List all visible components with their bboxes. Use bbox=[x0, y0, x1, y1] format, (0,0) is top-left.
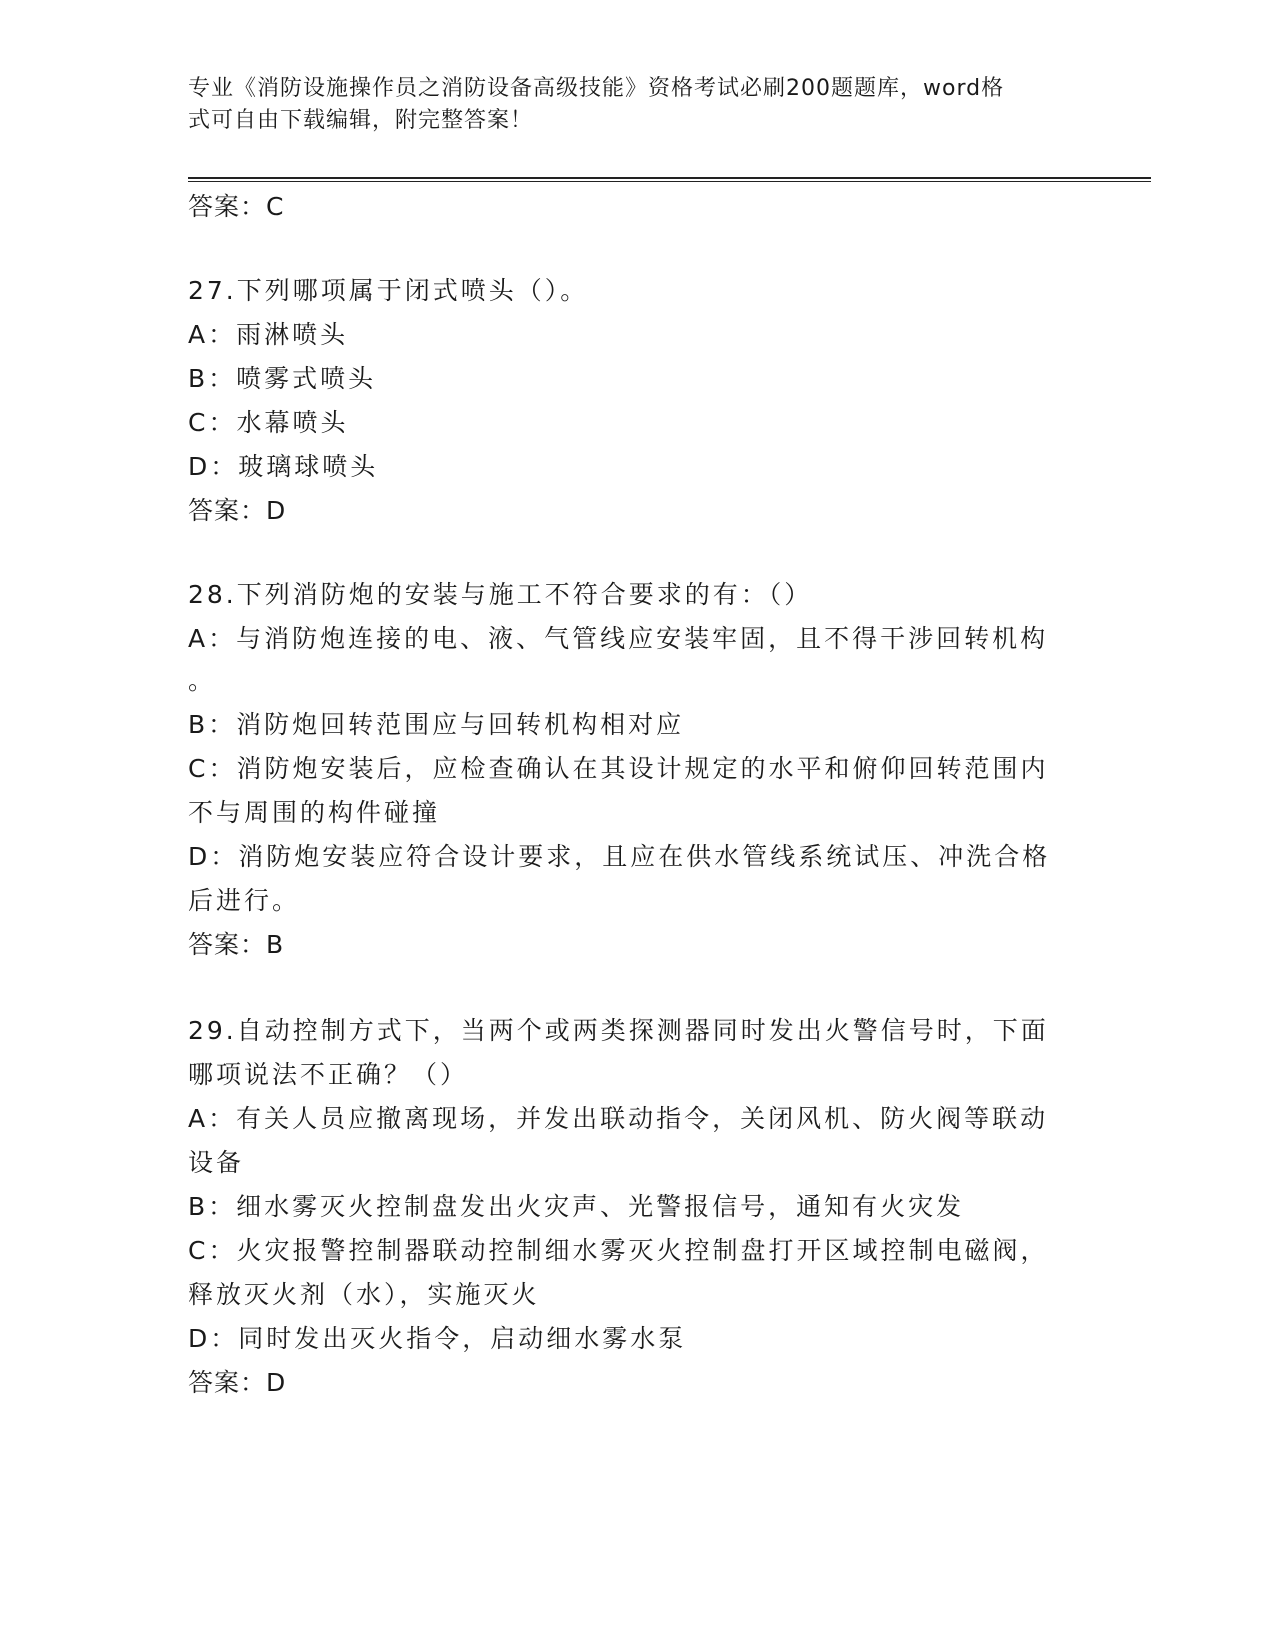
question-28-stem: 28.下列消防炮的安装与施工不符合要求的有：（） bbox=[188, 580, 813, 609]
question-29-answer: 答案：D bbox=[188, 1368, 287, 1397]
header-line-1: 专业《消防设施操作员之消防设备高级技能》资格考试必刷200题题库，word格 bbox=[188, 76, 1005, 101]
question-27-stem: 27.下列哪项属于闭式喷头（）。 bbox=[188, 276, 589, 305]
header-rule-thin bbox=[188, 181, 1151, 182]
question-28-option-c: C：消防炮安装后，应检查确认在其设计规定的水平和俯仰回转范围内 bbox=[188, 754, 1049, 783]
question-29-option-a: A：有关人员应撤离现场，并发出联动指令，关闭风机、防火阀等联动 bbox=[188, 1104, 1049, 1133]
question-27-option-d: D：玻璃球喷头 bbox=[188, 452, 379, 481]
question-27-option-b: B：喷雾式喷头 bbox=[188, 364, 377, 393]
previous-answer: 答案：C bbox=[188, 192, 285, 221]
question-28-option-c-cont: 不与周围的构件碰撞 bbox=[188, 798, 441, 827]
question-27-option-c: C：水幕喷头 bbox=[188, 408, 349, 437]
question-29-option-b: B：细水雾灭火控制盘发出火灾声、光警报信号，通知有火灾发 bbox=[188, 1192, 965, 1221]
header-line-2: 式可自由下载编辑，附完整答案！ bbox=[188, 108, 534, 133]
question-28-answer: 答案：B bbox=[188, 930, 285, 959]
question-29-stem-cont: 哪项说法不正确？（） bbox=[188, 1060, 469, 1089]
question-29-option-c-cont: 释放灭火剂（水），实施灭火 bbox=[188, 1280, 540, 1309]
document-header bbox=[188, 73, 1068, 137]
question-28-option-a: A：与消防炮连接的电、液、气管线应安装牢固，且不得干涉回转机构 bbox=[188, 624, 1049, 653]
question-28-option-a-cont: 。 bbox=[188, 666, 217, 695]
question-28-option-d-cont: 后进行。 bbox=[188, 886, 301, 915]
header-rule-thick bbox=[188, 177, 1151, 179]
question-29-option-d: D：同时发出灭火指令，启动细水雾水泵 bbox=[188, 1324, 687, 1353]
question-28-option-b: B：消防炮回转范围应与回转机构相对应 bbox=[188, 710, 685, 739]
question-27-answer: 答案：D bbox=[188, 496, 287, 525]
question-29-option-a-cont: 设备 bbox=[188, 1148, 245, 1177]
question-28-option-d: D：消防炮安装应符合设计要求，且应在供水管线系统试压、冲洗合格 bbox=[188, 842, 1051, 871]
question-29-option-c: C：火灾报警控制器联动控制细水雾灭火控制盘打开区域控制电磁阀， bbox=[188, 1236, 1049, 1265]
question-27-option-a: A：雨淋喷头 bbox=[188, 320, 349, 349]
question-29-stem: 29.自动控制方式下，当两个或两类探测器同时发出火警信号时，下面 bbox=[188, 1016, 1049, 1045]
